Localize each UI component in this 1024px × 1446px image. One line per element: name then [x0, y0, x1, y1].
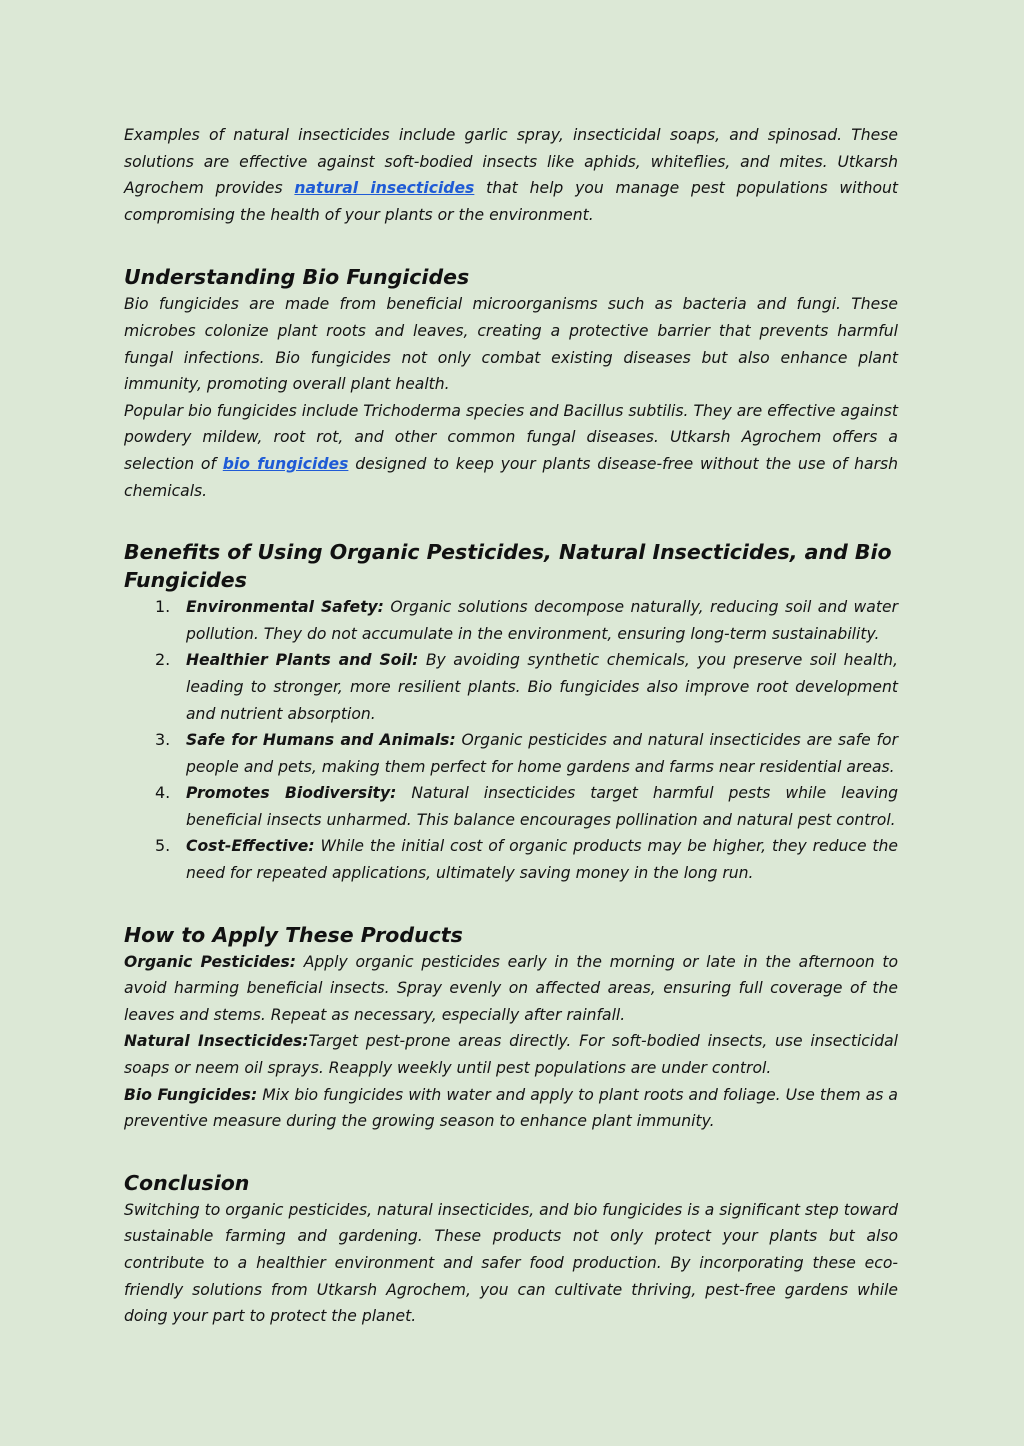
benefits-heading: Benefits of Using Organic Pesticides, Natural Insecticides, and Bio Fungicides: [124, 540, 892, 593]
bio-fungicides-link[interactable]: bio fungicides: [222, 454, 349, 473]
conclusion-heading: Conclusion: [124, 1170, 250, 1195]
benefits-section: [124, 538, 898, 887]
list-item-text: Natural insecticides target harmful pests while leaving beneficial insects unharmed. This balance encourages pollination and natural pest control.: [186, 784, 898, 829]
intro-text-end: that help you manage pest populations without compromising the health of your plants or the environment.: [124, 179, 899, 224]
apply-label: Organic Pesticides:: [124, 952, 297, 971]
list-item-title: Safe for Humans and Animals:: [186, 731, 456, 750]
natural-insecticides-link[interactable]: natural insecticides: [294, 179, 475, 198]
bio-fungicides-paragraph-1: Bio fungicides are made from beneficial microorganisms such as bacteria and fungi. These microbes colonize plant roots and leaves, creating a protective barrier that prevents harmful fungal infections. Bio fungicides not only combat existing diseases but also enhance plant immunity, promoting overall plant health.: [124, 295, 898, 394]
how-to-apply-heading: How to Apply These Products: [124, 922, 463, 947]
apply-label: Bio Fungicides:: [124, 1085, 258, 1104]
bio-para2-start: Popular bio fungicides include Trichoderma species and Bacillus subtilis. They are effective against powdery mildew, root rot, and other common fungal diseases. Utkarsh Agrochem offers a selection of: [124, 401, 898, 473]
list-item-text: By avoiding synthetic chemicals, you preserve soil health, leading to stronger, more resilient plants. Bio fungicides also improve root development and nutrient absorption.: [186, 651, 898, 723]
list-item: [124, 594, 898, 647]
how-to-apply-section: [124, 921, 898, 1135]
list-item-title: Cost-Effective:: [186, 837, 315, 856]
apply-organic-pesticides: [124, 949, 898, 1029]
apply-text: Target pest-prone areas directly. For soft-bodied insects, use insecticidal soaps or neem oil sprays. Reapply weekly until pest populations are under control.: [124, 1032, 898, 1078]
apply-bio-fungicides: [124, 1082, 898, 1135]
list-item-title: Promotes Biodiversity:: [186, 784, 397, 803]
bio-fungicides-heading: Understanding Bio Fungicides: [124, 265, 470, 290]
list-number: 1.: [155, 597, 171, 617]
list-item-text: Organic pesticides and natural insecticides are safe for people and pets, making them perfect for home gardens and farms near residential areas.: [186, 731, 899, 776]
list-item: [124, 780, 898, 833]
list-number: 4.: [155, 783, 171, 803]
list-item-text: Organic solutions decompose naturally, reducing soil and water pollution. They do not accumulate in the environment, ensuring long-term sustainability.: [186, 598, 898, 643]
list-item: [124, 833, 898, 886]
list-number: 3.: [155, 730, 171, 750]
list-item-title: Healthier Plants and Soil:: [186, 651, 419, 670]
conclusion-section: [124, 1169, 898, 1330]
apply-label: Natural Insecticides:: [124, 1032, 309, 1051]
intro-paragraph: [124, 122, 898, 228]
apply-text: Mix bio fungicides with water and apply to plant roots and foliage. Use them as a preventive measure during the growing season to enhance plant immunity.: [124, 1085, 898, 1131]
bio-fungicides-paragraph-2: [124, 398, 898, 504]
bio-fungicides-section: [124, 263, 898, 504]
intro-text-start: Examples of natural insecticides include garlic spray, insecticidal soaps, and spinosad. These solutions are effective against soft-bodied insects like aphids, whiteflies, and mites. Utkarsh Agrochem provides: [124, 126, 898, 198]
list-number: 5.: [155, 836, 171, 856]
conclusion-paragraph: Switching to organic pesticides, natural insecticides, and bio fungicides is a significant step toward sustainable farming and gardening. These products not only protect your plants but also contribute to a healthier environment and safer food production. By incorporating these eco-friendly solutions from Utkarsh Agrochem, you can cultivate thriving, pest-free gardens while doing your part to protect the planet.: [124, 1200, 898, 1326]
list-number: 2.: [155, 650, 171, 670]
apply-natural-insecticides: [124, 1028, 898, 1081]
list-item: [124, 647, 898, 727]
bio-para2-end: designed to keep your plants disease-free without the use of harsh chemicals.: [124, 454, 898, 500]
list-item-text: While the initial cost of organic products may be higher, they reduce the need for repeated applications, ultimately saving money in the long run.: [186, 837, 898, 883]
benefits-list: [124, 594, 898, 887]
list-item: [124, 727, 898, 780]
list-item-title: Environmental Safety:: [186, 598, 384, 617]
apply-text: Apply organic pesticides early in the morning or late in the afternoon to avoid harming beneficial insects. Spray evenly on affected areas, ensuring full coverage of the leaves and stems. Repeat as necessary, especially after rainfall.: [124, 952, 898, 1024]
